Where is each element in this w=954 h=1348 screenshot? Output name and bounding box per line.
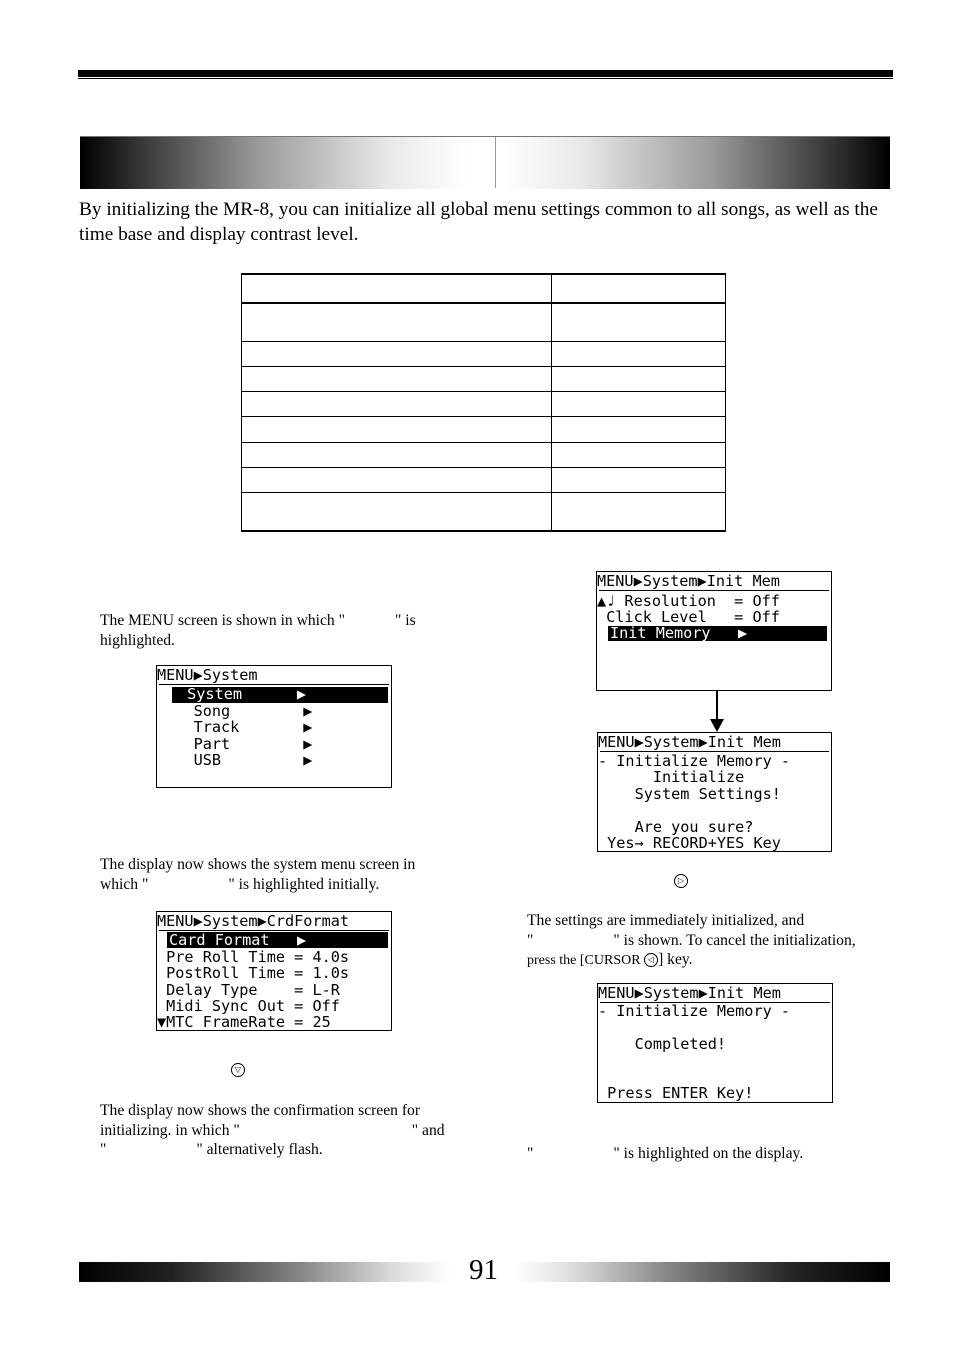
cursor-left-icon: ◁ <box>644 953 658 967</box>
flow-arrow-head <box>710 719 724 732</box>
table-row <box>242 442 726 467</box>
footer-bar-right <box>516 1262 890 1282</box>
intro-paragraph: By initializing the MR-8, you can initialize all global menu settings common to all songs, as well as the time base and display contrast level. <box>79 199 878 245</box>
table-row <box>242 493 726 531</box>
step5-description: " " is highlighted on the display. <box>527 1145 804 1162</box>
footer-bar-left <box>79 1262 451 1282</box>
cursor-right-icon: ▷ <box>674 872 688 890</box>
lcd-init-memory-menu: MENU▶System▶Init Mem ▲♩ Resolution = Off Click Level = Off Init Memory ▶ <box>596 571 832 691</box>
lcd-init-completed: MENU▶System▶Init Mem - Initialize Memory - Completed! Press ENTER Key! <box>597 983 833 1103</box>
step4-description: The settings are immediately initialized, and " " is shown. To cancel the initialization, press the [CURSOR ◁ ] key. <box>527 912 856 968</box>
table-row <box>242 303 726 341</box>
page-number: 91 <box>469 1254 498 1286</box>
step2-description: The display now shows the system menu screen in which " " is highlighted initially. <box>100 856 416 893</box>
section-title-bar <box>80 136 890 189</box>
table-row <box>242 366 726 391</box>
header-rule-thick <box>78 70 893 77</box>
initialized-settings-table <box>241 273 726 532</box>
table-row <box>242 341 726 366</box>
flow-arrow-line <box>716 690 718 720</box>
lcd-menu-system: MENU▶System System ▶ Song ▶ Track ▶ Part ▶ USB ▶ <box>156 665 392 788</box>
table-row <box>242 392 726 417</box>
lcd-init-confirm: MENU▶System▶Init Mem - Initialize Memory - Initialize System Settings! Are you sure? Yes→ RECORD+YES Key <box>597 732 832 852</box>
step3-description: The display now shows the confirmation screen for initializing. in which " " and " " alternatively flash. <box>100 1102 445 1158</box>
title-bar-divider <box>495 137 496 188</box>
table-row <box>242 417 726 442</box>
header-rule-thin <box>78 78 893 79</box>
lcd-card-format: MENU▶System▶CrdFormat Card Format ▶ Pre Roll Time = 4.0s PostRoll Time = 1.0s Delay Type = L-R Midi Sync Out = Off ▼MTC FrameRate = 25 <box>156 911 392 1031</box>
cursor-down-icon: ▽ <box>231 1061 245 1079</box>
table-row <box>242 468 726 493</box>
step1-description: The MENU screen is shown in which " " is highlighted. <box>100 612 416 649</box>
table-header-row <box>242 274 726 303</box>
